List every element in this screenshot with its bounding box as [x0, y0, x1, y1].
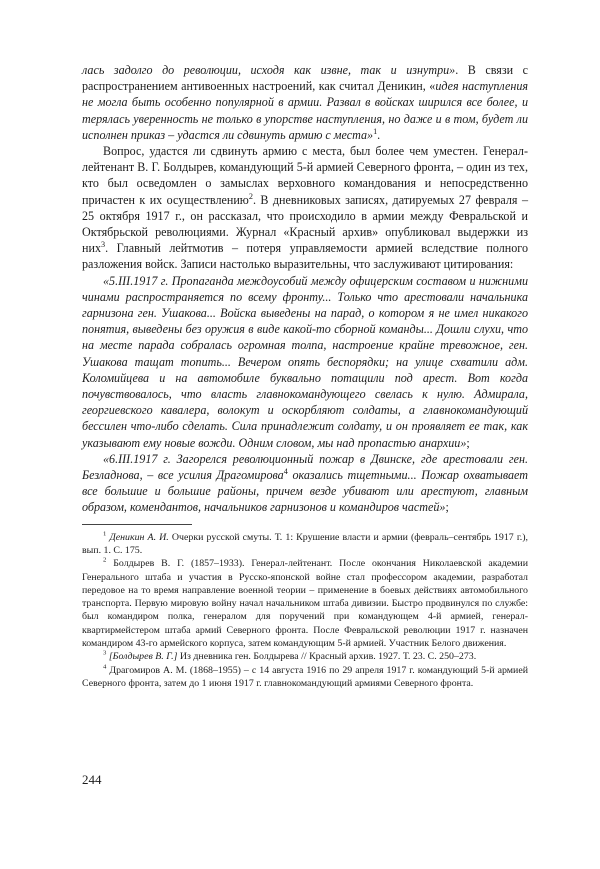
page-number: 244 [82, 772, 102, 787]
footnote-1 [82, 531, 528, 558]
paragraph-text: Вопрос, удастся ли сдвинуть армию с места, был более чем уместен. Генерал-лейтенант В. Г. Болдырев, командующий 5-й армией Северного фронта, – один из тех, кто был осведомлен о замыслах верховного командования и непосредственно причастен к их осуществлению [82, 144, 528, 207]
footnote-number: 3 [103, 650, 107, 658]
footnote-number: 4 [103, 663, 107, 671]
diary-quote: «5.III.1917 г. Пропаганда междоусобий между офицерским составом и нижними чинами распространяется по всему фронту... Только что арестовали начальника гарнизона ген. Ушакова... Войска выведены на парад, о котором я не имел никакого понятия, выведены без оружия в виде какой-то сборной команды... Дошли слухи, что на месте парада собралась огромная толпа, настроение крайне тревожное, ген. Ушакова тащат топить... Вечером опять беспорядки; на улице схватили адм. Коломийцева и на автомобиле буквально потащили под арест. Вот когда почувствовалось, что власть главнокомандующего свелась к нулю. Адмирала, георгиевского кавалера, волокут и оскорбляют солдаты, а главнокомандующий бессилен что-либо сделать. Сила принадлежит солдату, и он проявляет ее так, как указывают ему новые вожди. Одним словом, мы над пропастью анархии» [82, 273, 528, 450]
paragraph-text: . В связи с распространением антивоенных настроений, как считал Деникин, « [82, 63, 528, 94]
footnote-text: Очерки русской смуты. Т. 1: Крушение власти и армии (февраль–сентябрь 1917 г.), вып. 1. С. 175. [82, 531, 529, 556]
footnote-text: Болдырев В. Г. (1857–1933). Генерал-лейтенант. После окончания Николаевской академии Генерального штаба и участия в Русско-японской войне стал профессором академии, разработал передовое на то время направление военной теории – применение в боевых действиях автомобильного транспорта. Первую мировую войну начал начальником штаба дивизии. Быстро продвинулся по службе: был командиром полка, генералом для поручений при командующем 4-й армией, генерал-квартирмейстером штаба армий Северного фронта. После Февральской революции 1917 г. назначен командиром 43-го армейского корпуса, затем командующим 5-й армией. Участник Белого движения. [82, 558, 528, 650]
footnote-divider [82, 524, 192, 525]
paragraph-1: лась задолго до революции, исходя как извне, так и изнутри». В связи с распространением антивоенных настроений, как считал Деникин, «идея наступления не могла быть особенно популярной в армии. Развал в войсках ширился все более, и терялась уверенность не только в упорстве наступления, но даже и в том, будет ли исполнен приказ – удастся ли сдвинуть армию с места»$^1$. [82, 63, 529, 142]
footnotes [82, 531, 528, 691]
main-text [82, 62, 528, 516]
footnote-number: 2 [103, 556, 107, 564]
quote-fragment: лась задолго до революции, исходя как извне, так и изнутри» [82, 63, 456, 77]
footnote-ref-2: 2 [248, 191, 253, 201]
footnote-author: [Болдырев В. Г.] [108, 651, 178, 663]
paragraph-text: . Главный лейтмотив – потеря управляемости армией вследствие полного разложения войск. Записи настолько выразительны, что заслуживают цитирования: [82, 241, 528, 272]
paragraph-2 [82, 143, 528, 273]
footnote-author: Деникин А. И. [109, 531, 169, 543]
footnote-text: Из дневника ген. Болдырева // Красный архив. 1927. Т. 23. С. 250–273. [177, 651, 477, 663]
page-content [82, 62, 528, 690]
footnote-4 [82, 664, 528, 691]
footnote-number: 1 [103, 530, 107, 538]
footnote-3 [82, 650, 528, 663]
paragraph-text: . В дневниковых записях, датируемых 27 февраля – 25 октября 1917 г., он рассказал, что происходило в армии между Февральской и Октябрьской революциями. Журнал «Красный архив» опубликовал выдержки из них [82, 192, 528, 256]
footnote-ref-4: 4 [283, 467, 288, 477]
diary-entry-6-march: «6.III.1917 г. Загорелся революционный пожар в Двинске, где арестовали ген. Безладнова, – все усилия Драгомирова$^4$ оказались тщетными... Пожар охватывает все большие и большие районы, причем везде убивают или арестуют, главным образом, комендантов, начальников гарнизонов и командиров частей»; [82, 451, 529, 515]
diary-quote: оказались тщетными... Пожар охватывает все большие и большие районы, причем везде убивают или арестуют, главным образом, комендантов, начальников гарнизонов и командиров частей» [82, 468, 529, 515]
footnote-ref-3: 3 [101, 240, 106, 250]
footnote-2 [82, 557, 528, 650]
footnote-ref-1: 1 [373, 126, 378, 136]
diary-entry-5-march: «5.III.1917 г. Пропаганда междоусобий между офицерским составом и нижними чинами распространяется по всему фронту... Только что арестовали начальника гарнизона ген. Ушакова... Войска выведены на парад, о котором я не имел никакого понятия, выведены без оружия в виде какой-то сборной команды... Дошли слухи, что на месте парада собралась огромная толпа, настроение крайне тревожное, ген. Ушакова тащат топить... Вечером опять беспорядки; на улице схватили адм. Коломийцева и на автомобиле буквально потащили под арест. Вот когда почувствовалось, что власть главнокомандующего свелась к нулю. Адмирала, георгиевского кавалера, волокут и оскорбляют солдаты, а главнокомандующий бессилен что-либо сделать. Сила принадлежит солдату, и он проявляет ее так, как указывают ему новые вожди. Одним словом, мы над пропастью анархии»; [82, 273, 528, 450]
denikin-quote: идея наступления не могла быть особенно популярной в армии. Развал в войсках ширился все более, и терялась уверенность не только в упорстве наступления, но даже и в том, будет ли исполнен приказ – удастся ли сдвинуть армию с места» [82, 79, 529, 142]
footnote-text: Драгомиров А. М. (1868–1955) – с 14 августа 1916 по 29 апреля 1917 г. командующий 5-й армией Северного фронта, затем до 1 июня 1917 г. главнокомандующий армиями Северного фронта. [82, 664, 529, 689]
diary-quote: «6.III.1917 г. Загорелся революционный пожар в Двинске, где арестовали ген. Безладнова, – все усилия Драгомирова [82, 451, 528, 483]
